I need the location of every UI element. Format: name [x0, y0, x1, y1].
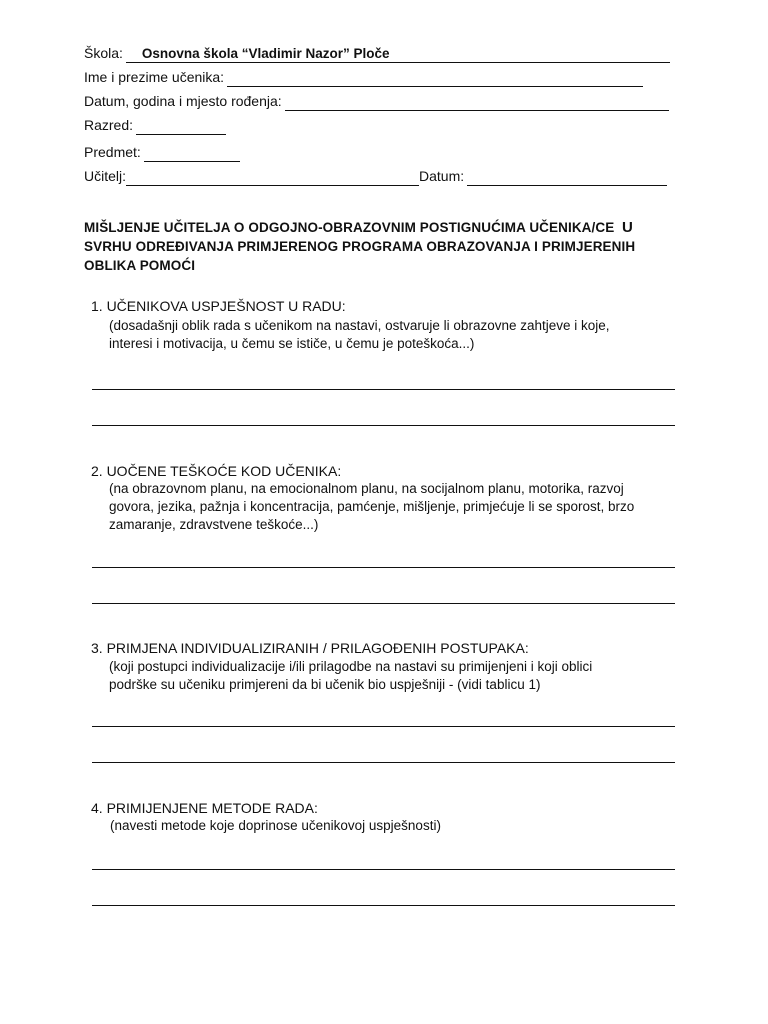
- section-1-answer-line[interactable]: [92, 425, 675, 426]
- subject-label: Predmet:: [84, 144, 141, 160]
- student-label: Ime i prezime učenika:: [84, 69, 225, 85]
- section-2-desc-line: zamaranje, zdravstvene teškoće...): [109, 517, 319, 532]
- title-line-1-tail: U: [622, 219, 633, 236]
- section-4-description: [110, 817, 680, 835]
- subject-field[interactable]: [144, 145, 240, 162]
- class-field[interactable]: [136, 118, 226, 135]
- section-2-answer-line[interactable]: [92, 603, 675, 604]
- section-3-answer-line[interactable]: [92, 762, 675, 763]
- school-row: [84, 43, 670, 63]
- date-label: Datum:: [419, 168, 465, 184]
- date-field[interactable]: [467, 169, 667, 186]
- section-4-answer-line[interactable]: [92, 905, 675, 906]
- subject-row: [84, 142, 240, 162]
- section-2-description: [109, 480, 679, 534]
- section-3-description: [109, 658, 679, 694]
- birth-label: Datum, godina i mjesto rođenja:: [84, 93, 282, 109]
- school-field[interactable]: [126, 46, 670, 63]
- section-2-desc-line: govora, jezika, pažnja i koncentracija, pamćenje, mišljenje, primjećuje li se sporost, brzo: [109, 499, 635, 514]
- student-name-field[interactable]: [227, 70, 643, 87]
- section-1-description: [109, 317, 679, 353]
- title-line-2: SVRHU ODREĐIVANJA PRIMJERENOG PROGRAMA OBRAZOVANJA I PRIMJERENIH: [84, 239, 636, 254]
- school-value: Osnovna škola “Vladimir Nazor” Ploče: [141, 46, 390, 61]
- section-3-desc-line: podrške su učeniku primjereni da bi učenik bio uspješniji - (vidi tablicu 1): [109, 677, 541, 692]
- section-2-answer-line[interactable]: [92, 567, 675, 568]
- section-3-desc-line: (koji postupci individualizacije i/ili prilagodbe na nastavi su primijenjeni i koji oblici: [109, 659, 593, 674]
- section-4-heading: 4. PRIMIJENJENE METODE RADA:: [91, 800, 318, 816]
- teacher-field[interactable]: [126, 169, 419, 186]
- section-3-heading: 3. PRIMJENA INDIVIDUALIZIRANIH / PRILAGOĐENIH POSTUPAKA:: [91, 640, 529, 656]
- school-label: Škola:: [84, 45, 123, 61]
- teacher-label: Učitelj:: [84, 168, 127, 184]
- section-2-desc-line: (na obrazovnom planu, na emocionalnom planu, na socijalnom planu, motorika, razvoj: [109, 481, 624, 496]
- section-1-heading: 1. UČENIKOVA USPJEŠNOST U RADU:: [91, 298, 346, 314]
- section-1-desc-line: (dosadašnji oblik rada s učenikom na nastavi, ostvaruje li obrazovne zahtjeve i koje,: [109, 318, 610, 333]
- class-label: Razred:: [84, 117, 134, 133]
- birth-row: [84, 91, 669, 111]
- section-2-heading: 2. UOČENE TEŠKOĆE KOD UČENIKA:: [91, 463, 342, 479]
- document-title: [84, 218, 684, 275]
- class-row: [84, 115, 226, 135]
- title-line-1: MIŠLJENJE UČITELJA O ODGOJNO-OBRAZOVNIM POSTIGNUĆIMA UČENIKA/CE: [84, 220, 615, 235]
- teacher-row: [84, 166, 667, 186]
- section-4-answer-line[interactable]: [92, 869, 675, 870]
- section-1-desc-line: interesi i motivacija, u čemu se ističe, u čemu je poteškoća...): [109, 336, 475, 351]
- section-3-answer-line[interactable]: [92, 726, 675, 727]
- birth-field[interactable]: [285, 94, 669, 111]
- section-1-answer-line[interactable]: [92, 389, 675, 390]
- student-row: [84, 67, 643, 87]
- title-line-3: OBLIKA POMOĆI: [84, 258, 196, 273]
- section-4-desc-line: (navesti metode koje doprinose učenikovoj uspješnosti): [110, 818, 441, 833]
